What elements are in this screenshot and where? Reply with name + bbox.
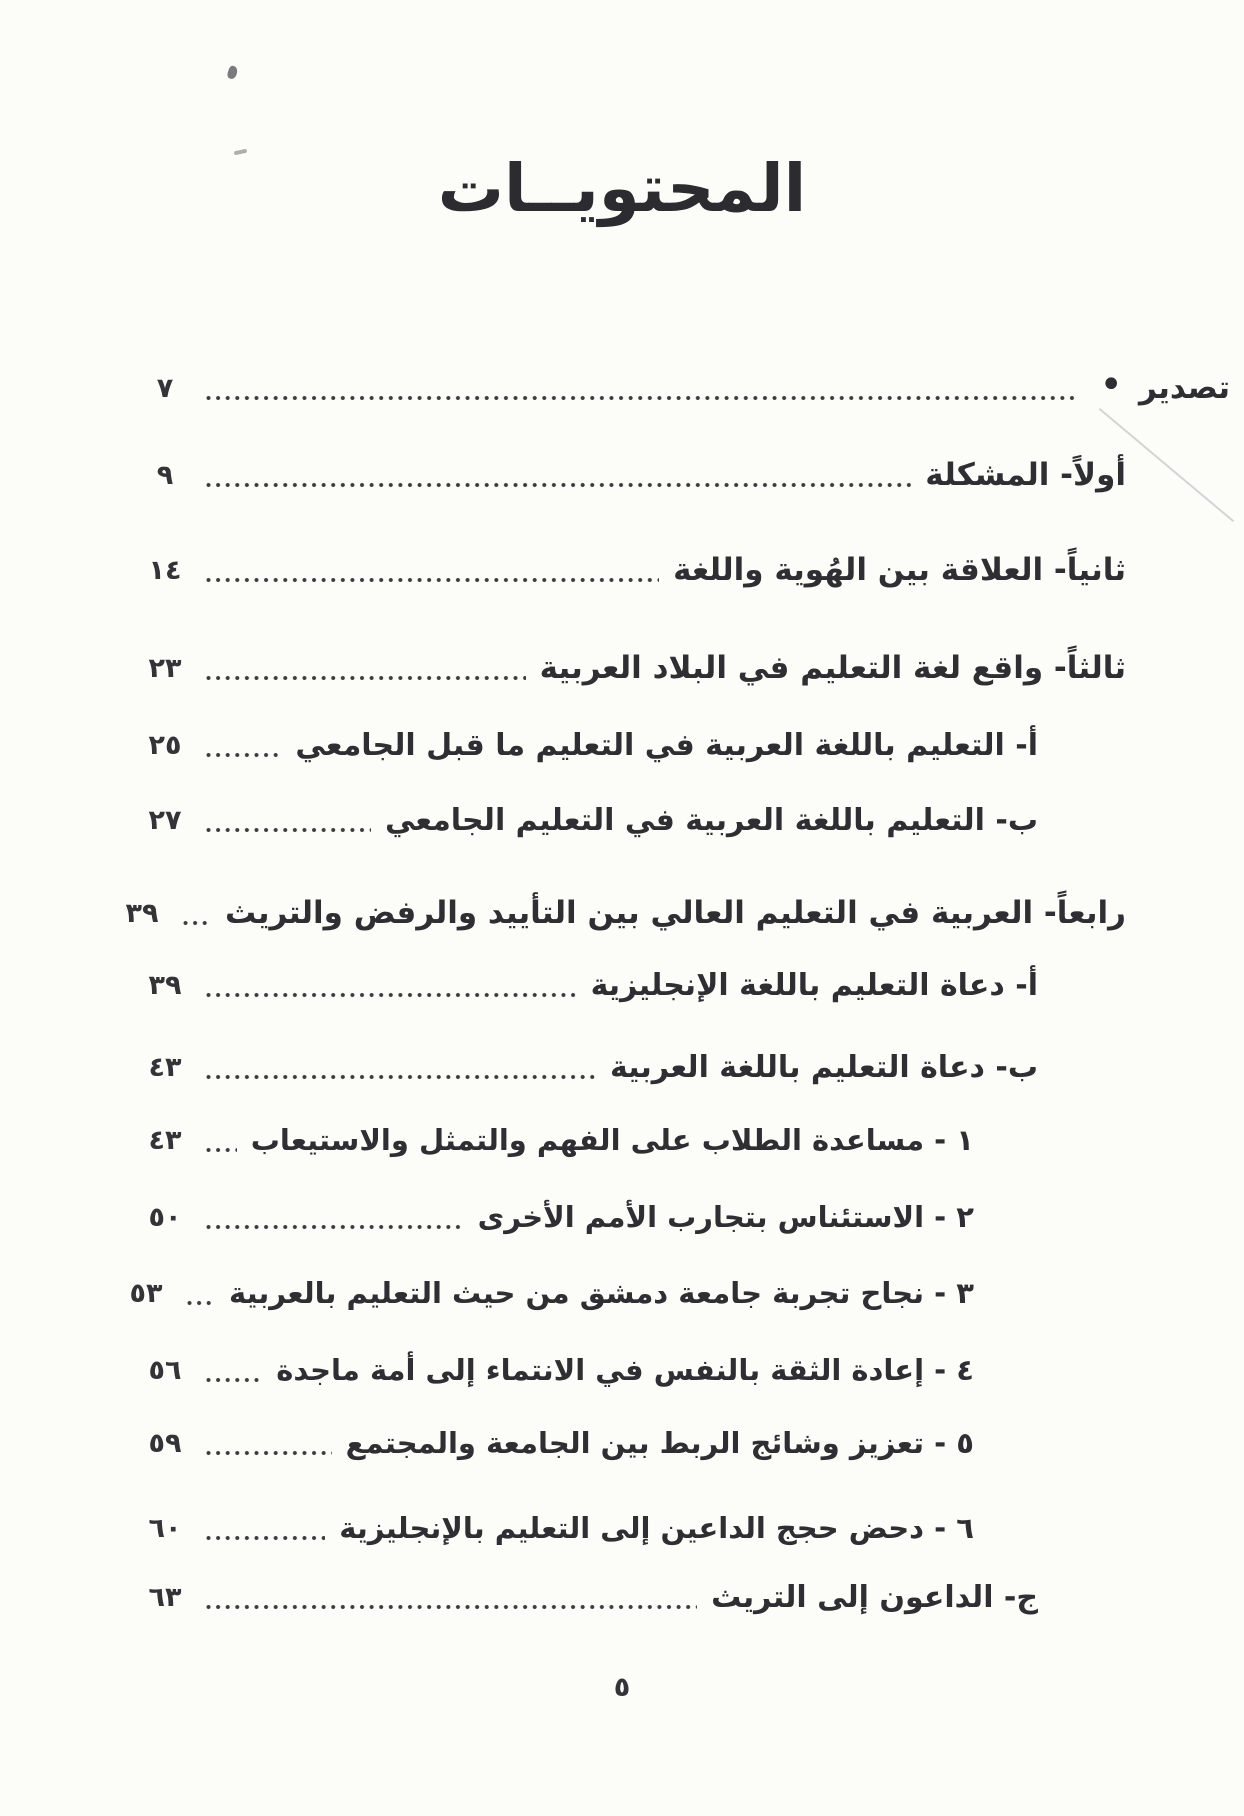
toc-entry-title: ٤ - إعادة الثقة بالنفس في الانتماء إلى أمة ماجدة [276, 1353, 974, 1387]
toc-entry-title: ٥ - تعزيز وشائج الربط بين الجامعة والمجتمع [345, 1426, 974, 1460]
toc-entry [138, 1116, 974, 1164]
toc-entry-page: ٣٩ [125, 897, 159, 929]
toc-entry-page: ٦٠ [148, 1512, 182, 1544]
dot-leader [206, 1224, 464, 1230]
toc-entry-page: ٢٧ [148, 804, 182, 836]
toc-entry-title: ٦ - دحض حجج الداعين إلى التعليم بالإنجليزية [339, 1511, 974, 1545]
dot-leader [206, 577, 659, 583]
toc-entry-title: أولاً- المشكلة [925, 457, 1126, 493]
toc-entry [138, 1346, 974, 1394]
toc-entry [138, 961, 1038, 1009]
dot-leader [183, 920, 211, 926]
dot-leader [187, 1300, 215, 1306]
toc-entry [138, 1193, 974, 1241]
toc-entry [138, 796, 1038, 844]
toc-entry [138, 1504, 974, 1552]
toc-entry-page: ٥٩ [148, 1427, 182, 1459]
toc-entry-page: ٢٣ [148, 652, 182, 684]
toc-entry [138, 1573, 1038, 1621]
toc-entry [138, 364, 1230, 412]
toc-entry-page: ٦٣ [148, 1581, 182, 1613]
toc-entry-title: تصدير [1138, 370, 1230, 406]
toc-entry [138, 644, 1126, 692]
toc-entry-page: ٥٣ [129, 1277, 163, 1309]
page-title: المحتويــات [437, 150, 807, 227]
dot-leader [206, 1604, 697, 1610]
toc-entry-title: ثانياً- العلاقة بين الهُوية واللغة [673, 552, 1126, 588]
dot-leader [206, 675, 526, 681]
dot-leader [206, 1147, 237, 1153]
toc-entry [125, 889, 1126, 937]
dot-leader [206, 752, 281, 758]
toc-entry-title: ٣ - نجاح تجربة جامعة دمشق من حيث التعليم بالعربية [228, 1276, 974, 1310]
toc-entry [129, 1269, 974, 1317]
toc-entry [138, 451, 1126, 499]
toc-entry-title: ب- دعاة التعليم باللغة العربية [610, 1049, 1038, 1085]
page-number-footer: ٥ [613, 1672, 631, 1703]
toc-entry [138, 546, 1126, 594]
dot-leader [206, 1535, 325, 1541]
toc-entry-page: ٢٥ [148, 729, 182, 761]
toc-entry-title: ب- التعليم باللغة العربية في التعليم الجامعي [384, 802, 1038, 838]
toc-entry-page: ٤٣ [148, 1124, 182, 1156]
toc-entry [138, 1043, 1038, 1091]
toc-entry-page: ٧ [156, 372, 174, 404]
toc-entry-page: ٥٠ [148, 1201, 182, 1233]
toc-entry-title: ثالثاً- واقع لغة التعليم في البلاد العربية [539, 650, 1126, 686]
toc-entry-title: رابعاً- العربية في التعليم العالي بين التأييد والرفض والتريث [225, 895, 1126, 931]
toc-entry-page: ١٤ [148, 554, 182, 586]
toc-entry-title: ٢ - الاستئناس بتجارب الأمم الأخرى [477, 1200, 974, 1234]
scan-speck [226, 65, 239, 80]
dot-leader [206, 482, 911, 488]
toc-entry [138, 1419, 974, 1467]
toc-entry-title: أ- التعليم باللغة العربية في التعليم ما قبل الجامعي [295, 727, 1038, 763]
toc-entry-page: ٣٩ [148, 969, 182, 1001]
toc-entry-page: ٥٦ [148, 1354, 182, 1386]
dot-leader [206, 1074, 596, 1080]
dot-leader [206, 992, 577, 998]
bullet-icon: • [1099, 362, 1123, 408]
dot-leader [206, 827, 371, 833]
dot-leader [206, 395, 1075, 401]
dot-leader [206, 1377, 262, 1383]
toc-entry-page: ٤٣ [148, 1051, 182, 1083]
toc-entry-title: ج- الداعون إلى التريث [711, 1579, 1038, 1615]
toc-entry [138, 721, 1038, 769]
dot-leader [206, 1450, 332, 1456]
toc-entry-title: ١ - مساعدة الطلاب على الفهم والتمثل والاستيعاب [250, 1123, 974, 1157]
toc-entry-title: أ- دعاة التعليم باللغة الإنجليزية [590, 967, 1038, 1003]
toc-entry-page: ٩ [156, 459, 174, 491]
